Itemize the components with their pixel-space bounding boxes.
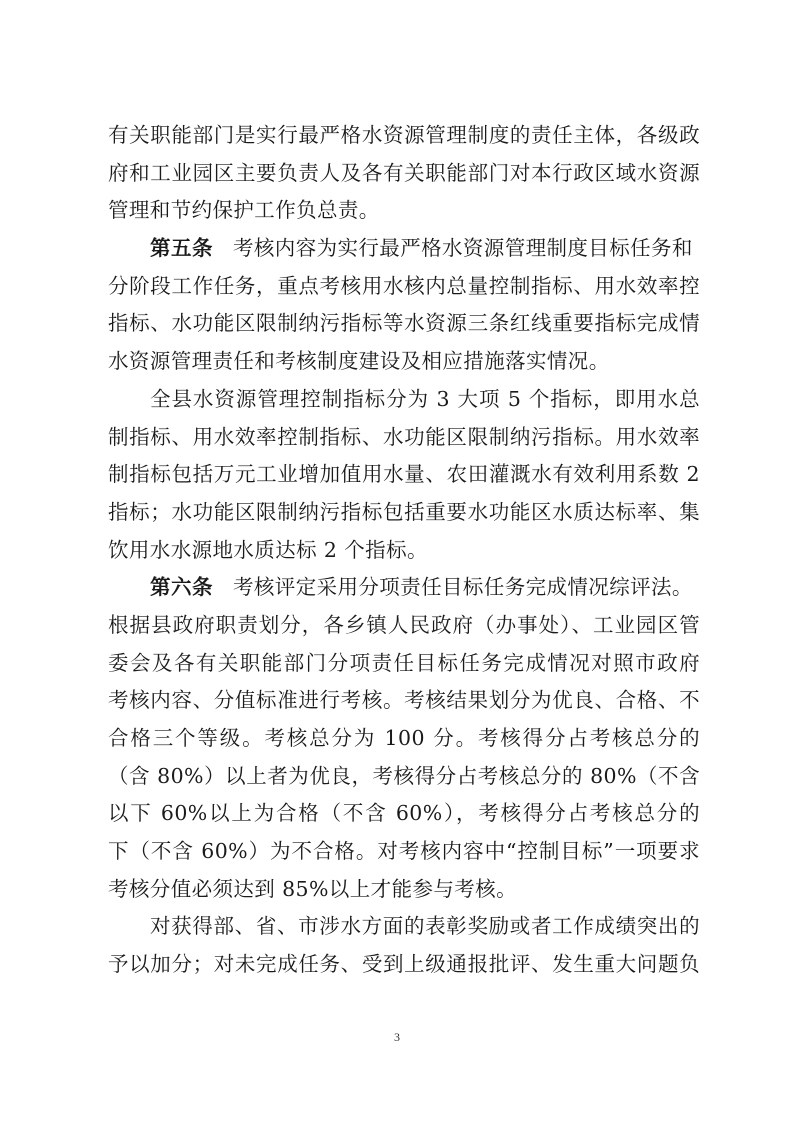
text-line [108, 155, 700, 193]
text-line [108, 532, 700, 570]
line-text: 根据县政府职责划分，各乡镇人民政府（办事处）、工业园区管 [108, 612, 700, 637]
line-text: 对获得部、省、市涉水方面的表彰奖励或者工作成绩突出的 [150, 914, 700, 939]
text-line [108, 758, 700, 796]
line-text: 饮用水水源地水质达标 2 个指标。 [108, 537, 428, 562]
line-text: （含 80%）以上者为优良，考核得分占考核总分的 80%（不含 [108, 763, 700, 788]
text-line [108, 419, 700, 457]
text-line [108, 795, 700, 833]
line-text: 分阶段工作任务，重点考核用水核内总量控制指标、用水效率控 [108, 273, 700, 298]
line-text: 考核评定采用分项责任目标任务完成情况综评法。 [233, 575, 693, 600]
line-text: 考核内容、分值标准进行考核。考核结果划分为优良、合格、不 [108, 688, 700, 713]
text-line [108, 456, 700, 494]
article-line [108, 230, 700, 268]
line-text: 指标；水功能区限制纳污指标包括重要水功能区水质达标率、集 [108, 499, 700, 524]
text-line [108, 871, 700, 909]
text-line [108, 343, 700, 381]
line-text: 考核内容为实行最严格水资源管理制度目标任务和 [233, 236, 693, 261]
line-text: 制指标、用水效率控制指标、水功能区限制纳污指标。用水效率 [108, 424, 700, 449]
text-line [108, 645, 700, 683]
text-line [108, 494, 700, 532]
text-line [108, 607, 700, 645]
article-line [108, 569, 700, 607]
line-text: 以下 60%以上为合格（不含 60%），考核得分占考核总分的 [108, 801, 700, 826]
line-text: 制指标包括万元工业增加值用水量、农田灌溉水有效利用系数 2 [108, 462, 700, 487]
article-label: 第五条 [150, 236, 213, 261]
line-text: 水资源管理责任和考核制度建设及相应措施落实情况。 [108, 349, 610, 374]
body-text [108, 117, 700, 984]
line-text: 委会及各有关职能部门分项责任目标任务完成情况对照市政府 [108, 650, 700, 675]
text-line [108, 192, 700, 230]
text-line [108, 833, 700, 871]
line-text: 指标、水功能区限制纳污指标等水资源三条红线重要指标完成情 [108, 311, 700, 336]
line-text: 府和工业园区主要负责人及各有关职能部门对本行政区域水资源 [108, 160, 700, 185]
line-text: 全县水资源管理控制指标分为 3 大项 5 个指标，即用水总 [150, 386, 700, 411]
text-line [108, 720, 700, 758]
line-text: 有关职能部门是实行最严格水资源管理制度的责任主体，各级政 [108, 123, 700, 147]
text-line [108, 268, 700, 306]
line-text: 合格三个等级。考核总分为 100 分。考核得分占考核总分的 [108, 726, 700, 750]
article-label: 第六条 [150, 575, 213, 600]
line-text: 考核分值必须达到 85%以上才能参与考核。 [108, 876, 517, 901]
line-text: 予以加分；对未完成任务、受到上级通报批评、发生重大问题负 [108, 952, 700, 977]
text-line [108, 117, 700, 155]
text-line [108, 908, 700, 946]
line-text: 管理和节约保护工作负总责。 [108, 198, 380, 223]
line-text: 下（不含 60%）为不合格。对考核内容中“控制目标”一项要求 [108, 839, 700, 864]
text-line [108, 381, 700, 419]
text-line [108, 682, 700, 720]
page-number: 3 [394, 1030, 400, 1044]
text-line [108, 305, 700, 343]
text-line [108, 946, 700, 984]
